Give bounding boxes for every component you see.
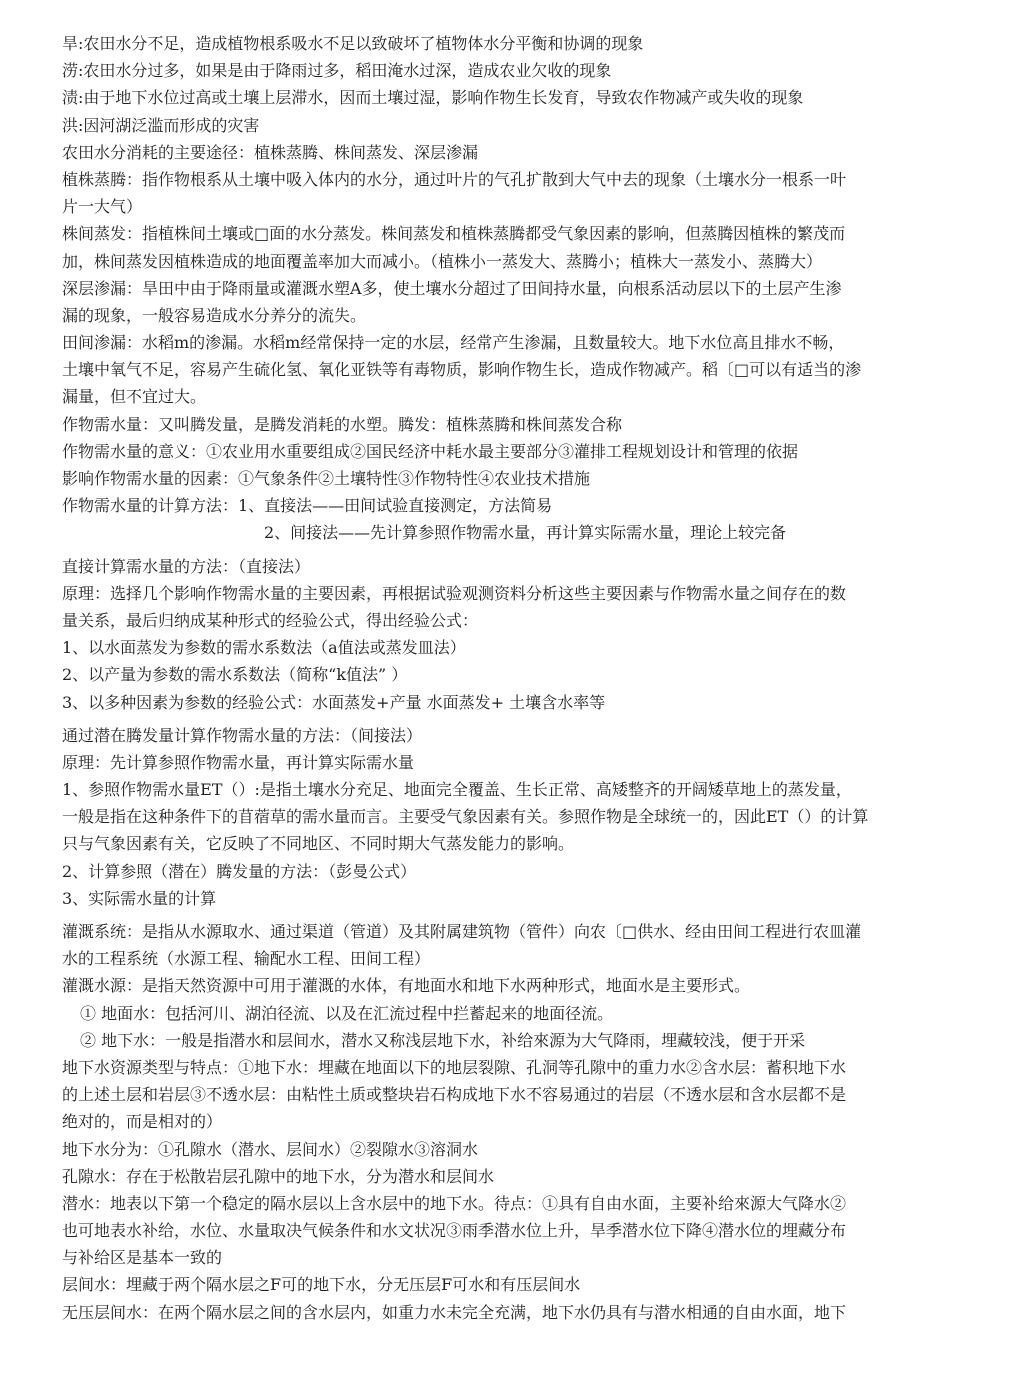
paragraph-line: 作物需水量：又叫腾发量，是腾发消耗的水塑。腾发：植株蒸腾和株间蒸发合称 xyxy=(62,414,623,434)
paragraph-line: 层间水：埋藏于两个隔水层之F可的地下水，分无压层F可水和有压层间水 xyxy=(62,1275,581,1295)
paragraph-line: 地下水分为：①孔隙水（潜水、层间水）②裂隙水③溶洞水 xyxy=(62,1139,479,1159)
paragraph-line: 旱:农田水分不足，造成植物根系吸水不足以致破坏了植物体水分平衡和协调的现象 xyxy=(62,34,644,53)
paragraph-line: ② 地下水：一般是指潜水和层间水，潜水又称浅层地下水，补给來源为大气降雨，埋藏较浅，便于开采 xyxy=(80,1030,806,1050)
paragraph-line: 漏的现象，一般容易造成水分养分的流失。 xyxy=(62,305,367,325)
paragraph-line: 深层渗漏：旱田中由于降雨量或灌溉水塑A多，使土壤水分超过了田间持水量，向根系活动层以下的土层产生渗 xyxy=(62,278,842,298)
paragraph-line: 1、参照作物需水量ET（）:是指土壤水分充足、地面完全覆盖、生长正常、高矮整齐的开阔矮草地上的蒸发量， xyxy=(62,780,852,800)
paragraph-line: 片一大气） xyxy=(62,197,143,217)
paragraph-line: 影响作物需水量的因素：①气象条件②土壤特性③作物特性④农业技术措施 xyxy=(62,469,591,488)
paragraph-line: 涝:农田水分过多，如果是由于降雨过多，稻田淹水过深，造成农业欠收的现象 xyxy=(62,61,612,81)
paragraph-line: 2、间接法——先计算参照作物需水量，再计算实际需水量，理论上较完备 xyxy=(264,523,787,543)
paragraph-line: 地下水资源类型与特点：①地下水：埋藏在地面以下的地层裂隙、孔洞等孔隙中的重力水②含水层：蓄积地下水 xyxy=(62,1057,847,1077)
paragraph-line: 洪:因河湖泛滥而形成的灾害 xyxy=(62,115,260,135)
paragraph-line: 作物需水量的意义：①农业用水重要组成②国民经济中耗水最主要部分③灌排工程规划设计和管理的依据 xyxy=(62,441,799,461)
paragraph-line: 无压层间水：在两个隔水层之间的含水层内，如重力水未完全充满，地下水仍具有与潜水相通的自由水面，地下 xyxy=(62,1302,847,1322)
paragraph-line: 漏量，但不宜过大。 xyxy=(62,387,207,407)
paragraph-line: 3、以多种因素为参数的经验公式：水面蒸发+产量 水面蒸发+ 土壤含水率等 xyxy=(62,692,606,712)
paragraph-line: 潜水：地表以下第一个稳定的隔水层以上含水层中的地下水。待点：①具有自由水面，主要补给來源大气降水② xyxy=(62,1193,847,1213)
paragraph-line: 3、实际需水量的计算 xyxy=(62,888,217,908)
paragraph-line: 只与气象因素有关，它反映了不同地区、不同时期大气蒸发能力的影响。 xyxy=(62,834,575,854)
paragraph-line: 加，株间蒸发因植株造成的地面覆盖率加大而减小。（植株小一蒸发大、蒸腾小；植株大一蒸发小、蒸腾大） xyxy=(62,251,823,271)
paragraph-line: 通过潜在腾发量计算作物需水量的方法：（间接法） xyxy=(62,725,423,745)
paragraph-line: 土壤中氧气不足，容易产生硫化氢、氧化亚铁等有毒物质，影响作物生长，造成作物减产。稻〔□可以有适当的渗 xyxy=(62,360,862,380)
paragraph-line: 与补给区是基本一致的 xyxy=(62,1248,223,1268)
paragraph-line: 作物需水量的计算方法：1、直接法——田间试验直接测定，方法简易 xyxy=(62,496,553,516)
paragraph-line: 田间渗漏：水稻m的渗漏。水稻m经常保持一定的水层，经常产生渗漏，且数量较大。地下水位高且排水不畅， xyxy=(62,333,845,353)
paragraph-line: 1、以水面蒸发为参数的需水系数法（a值法或蒸发皿法） xyxy=(62,638,466,658)
paragraph-line: ① 地面水：包括河川、湖泊径流、以及在汇流过程中拦蓄起来的地面径流。 xyxy=(80,1003,614,1023)
paragraph-line: 2、计算参照（潜在）腾发量的方法：（彭曼公式） xyxy=(62,861,417,881)
paragraph-line: 的上述土层和岩层③不透水层：由粘性土质或整块岩石构成地下水不容易通过的岩层（不透水层和含水层都不是 xyxy=(62,1085,847,1105)
paragraph-line: 一般是指在这种条件下的苜蓿草的需水量而言。主要受气象因素有关。参照作物是全球统一的，因此ET（）的计算 xyxy=(62,807,869,827)
paragraph-line: 2、以产量为参数的需水系数法（简称“k值法” ） xyxy=(62,665,408,685)
paragraph-line: 农田水分消耗的主要途径：植株蒸腾、株间蒸发、深层渗漏 xyxy=(62,142,479,162)
paragraph-line: 孔隙水：存在于松散岩层孔隙中的地下水，分为潜水和层间水 xyxy=(62,1166,495,1186)
paragraph-line: 量关系，最后归纳成某种形式的经验公式，得出经验公式： xyxy=(62,610,479,630)
paragraph-line: 原理：先计算参照作物需水量，再计算实际需水量 xyxy=(62,752,415,772)
paragraph-line: 植株蒸腾：指作物根系从土壤中吸入体内的水分，通过叶片的气孔扩散到大气中去的现象（土壤水分一根系一叶 xyxy=(62,169,847,189)
paragraph-line: 水的工程系统（水源工程、输配水工程、田间工程） xyxy=(62,949,431,969)
paragraph-line: 直接计算需水量的方法：（直接法） xyxy=(62,556,311,576)
document-body xyxy=(62,30,952,1326)
paragraph-line: 灌溉水源：是指天然资源中可用于灌溉的水体，有地面水和地下水两种形式，地面水是主要形式。 xyxy=(62,976,751,996)
paragraph-line: 原理：选择几个影响作物需水量的主要因素，再根据试验观测资料分析这些主要因素与作物需水量之间存在的数 xyxy=(62,583,847,603)
paragraph-line: 灌溉系统：是指从水源取水、通过渠道（管道）及其附属建筑物（管件）向农〔□供水、经由田间工程进行农皿灌 xyxy=(62,922,862,941)
paragraph-line: 株间蒸发：指植株间土壤或□面的水分蒸发。株间蒸发和植株蒸腾都受气象因素的影响，但蒸腾因植株的繁茂而 xyxy=(62,224,846,244)
paragraph-line: 绝对的，而是相对的） xyxy=(62,1112,223,1132)
paragraph-line: 渍:由于地下水位过高或土壤上层滞水，因而土壤过湿，影响作物生长发育，导致农作物减产或失收的现象 xyxy=(62,88,804,108)
paragraph-line: 也可地表水补给，水位、水量取决气候条件和水文状况③雨季潜水位上升，旱季潜水位下降④潜水位的埋藏分布 xyxy=(62,1221,847,1241)
